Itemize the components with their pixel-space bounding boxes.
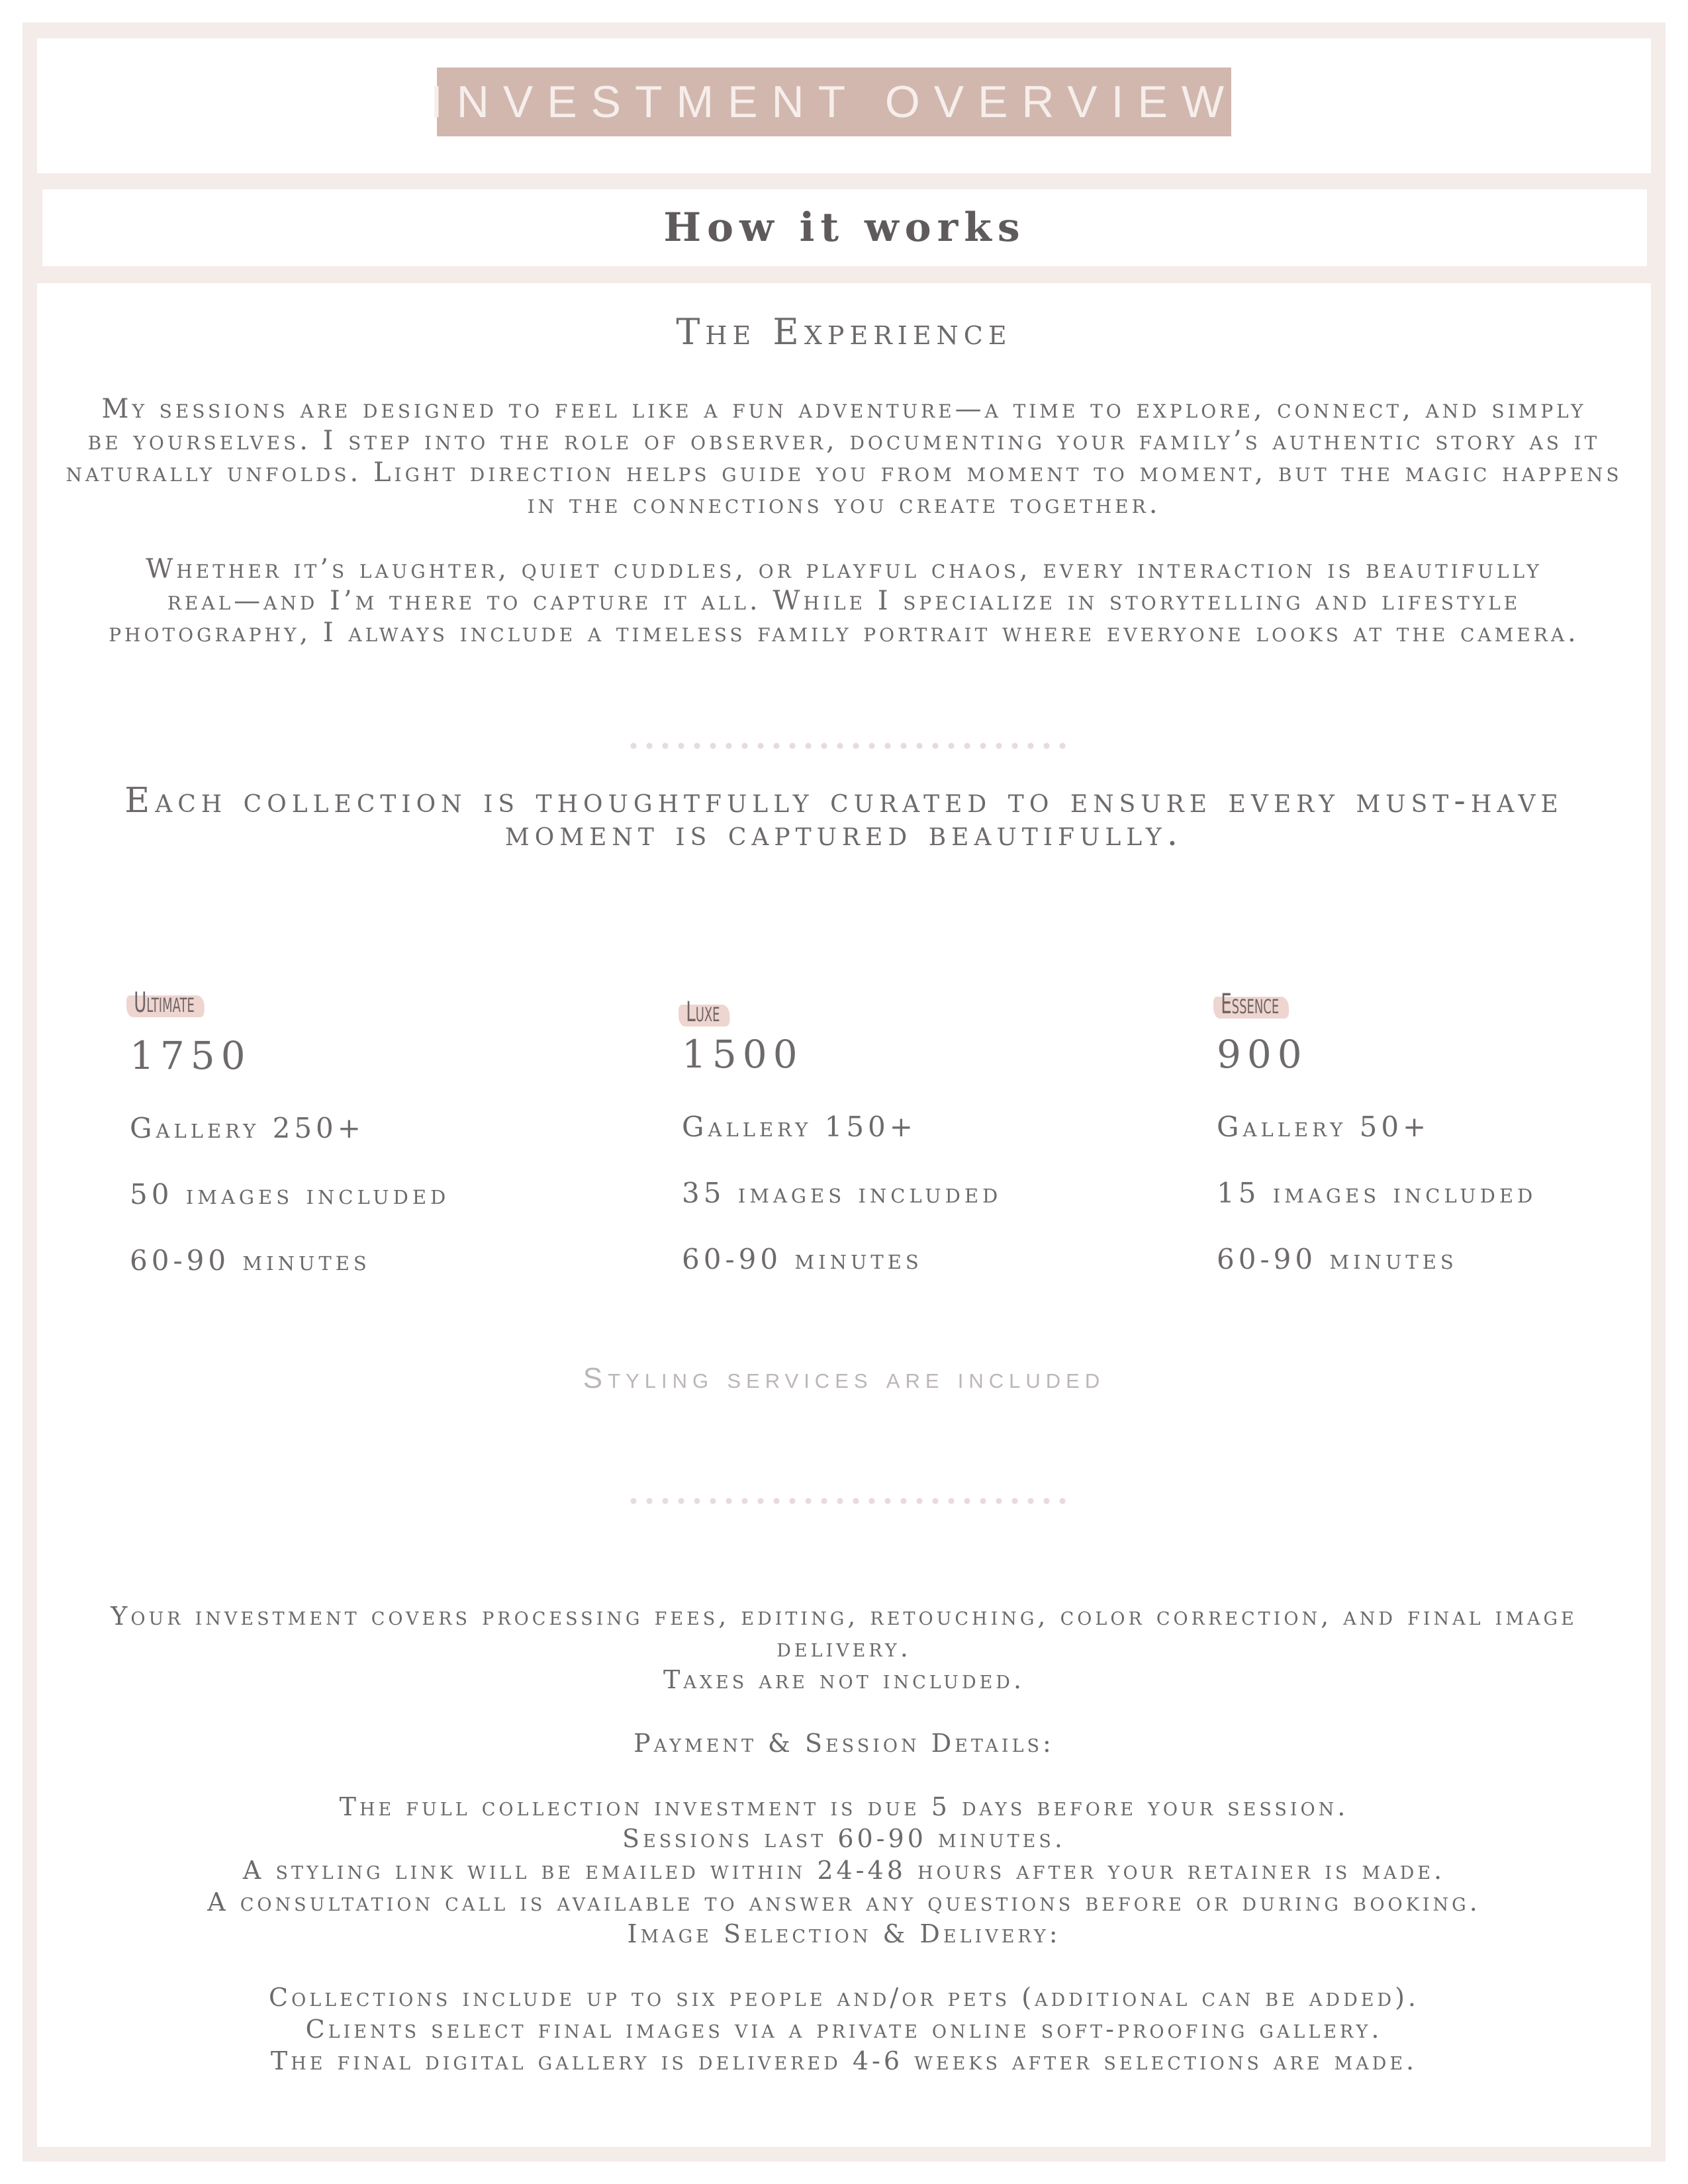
collection-duration: 60-90 minutes <box>1217 1243 1458 1275</box>
collection-name: Ultimate <box>130 986 199 1019</box>
text-line: The full collection investment is due 5 days before your session. <box>339 1792 1349 1821</box>
collection-gallery: Gallery 250+ <box>130 1112 365 1144</box>
collection-name: Luxe <box>682 995 724 1028</box>
text-line: moment is captured beautifully. <box>504 814 1184 854</box>
collection-luxe <box>682 995 1145 1293</box>
page-title: INVESTMENT OVERVIEW <box>430 77 1239 127</box>
text-line: A styling link will be emailed within 24-48 hours after your retainer is made. <box>242 1856 1446 1885</box>
collection-name: Essence <box>1217 987 1283 1020</box>
text-line: Sessions last 60-90 minutes. <box>622 1824 1066 1853</box>
payment-heading: Payment & Session Details: <box>633 1729 1055 1758</box>
text-line: Each collection is thoughtfully curated to ensure every must-have <box>124 781 1564 821</box>
text-line: photography, I always include a timeless family portrait where everyone looks at the camera. <box>109 617 1579 648</box>
text-line: Whether it’s laughter, quiet cuddles, or playful chaos, every interaction is beautifully <box>146 554 1542 584</box>
experience-paragraph-2 <box>46 553 1642 649</box>
experience-paragraph-1 <box>46 393 1642 520</box>
collection-essence <box>1217 987 1680 1293</box>
collection-gallery: Gallery 150+ <box>682 1111 917 1143</box>
delivery-heading: Image Selection & Delivery: <box>627 1919 1061 1948</box>
collection-duration: 60-90 minutes <box>130 1244 371 1277</box>
collection-images: 50 images included <box>130 1178 450 1210</box>
collection-price: 900 <box>1217 1032 1308 1077</box>
text-line: Collections include up to six people and/or pets (additional can be added). <box>269 1983 1419 2012</box>
collection-gallery: Gallery 50+ <box>1217 1111 1430 1143</box>
text-line: Taxes are not included. <box>663 1665 1025 1694</box>
collection-ultimate <box>130 986 593 1294</box>
collection-tagline <box>66 781 1622 854</box>
experience-heading: The Experience <box>676 311 1012 353</box>
text-line: Your investment covers processing fees, editing, retouching, color correction, and final image delivery. <box>111 1602 1577 1662</box>
dotted-divider <box>626 742 1070 750</box>
text-line: My sessions are designed to feel like a fun adventure—a time to explore, connect, and simply <box>101 394 1587 424</box>
details-section <box>46 1600 1642 2077</box>
styling-note: Styling services are included <box>583 1362 1105 1394</box>
dotted-divider <box>626 1497 1070 1505</box>
text-line: real—and I’m there to capture it all. While I specialize in storytelling and lifestyle <box>167 586 1521 616</box>
collection-duration: 60-90 minutes <box>682 1243 923 1275</box>
collection-images: 35 images included <box>682 1177 1002 1209</box>
text-line: naturally unfolds. Light direction helps guide you from moment to moment, but the magic happens <box>66 457 1622 488</box>
collection-images: 15 images included <box>1217 1177 1537 1209</box>
text-line: in the connections you create together. <box>527 489 1161 520</box>
text-line: Clients select final images via a private online soft-proofing gallery. <box>305 2015 1383 2044</box>
title-banner <box>430 68 1239 136</box>
text-line: A consultation call is available to answer any questions before or during booking. <box>207 1888 1481 1917</box>
section-heading-how-it-works: How it works <box>663 205 1026 251</box>
text-line: be yourselves. I step into the role of observer, documenting your family’s authentic story as it <box>87 426 1601 456</box>
collection-price: 1750 <box>130 1033 252 1078</box>
text-line: The final digital gallery is delivered 4-6 weeks after selections are made. <box>270 2046 1418 2075</box>
collection-price: 1500 <box>682 1032 804 1077</box>
